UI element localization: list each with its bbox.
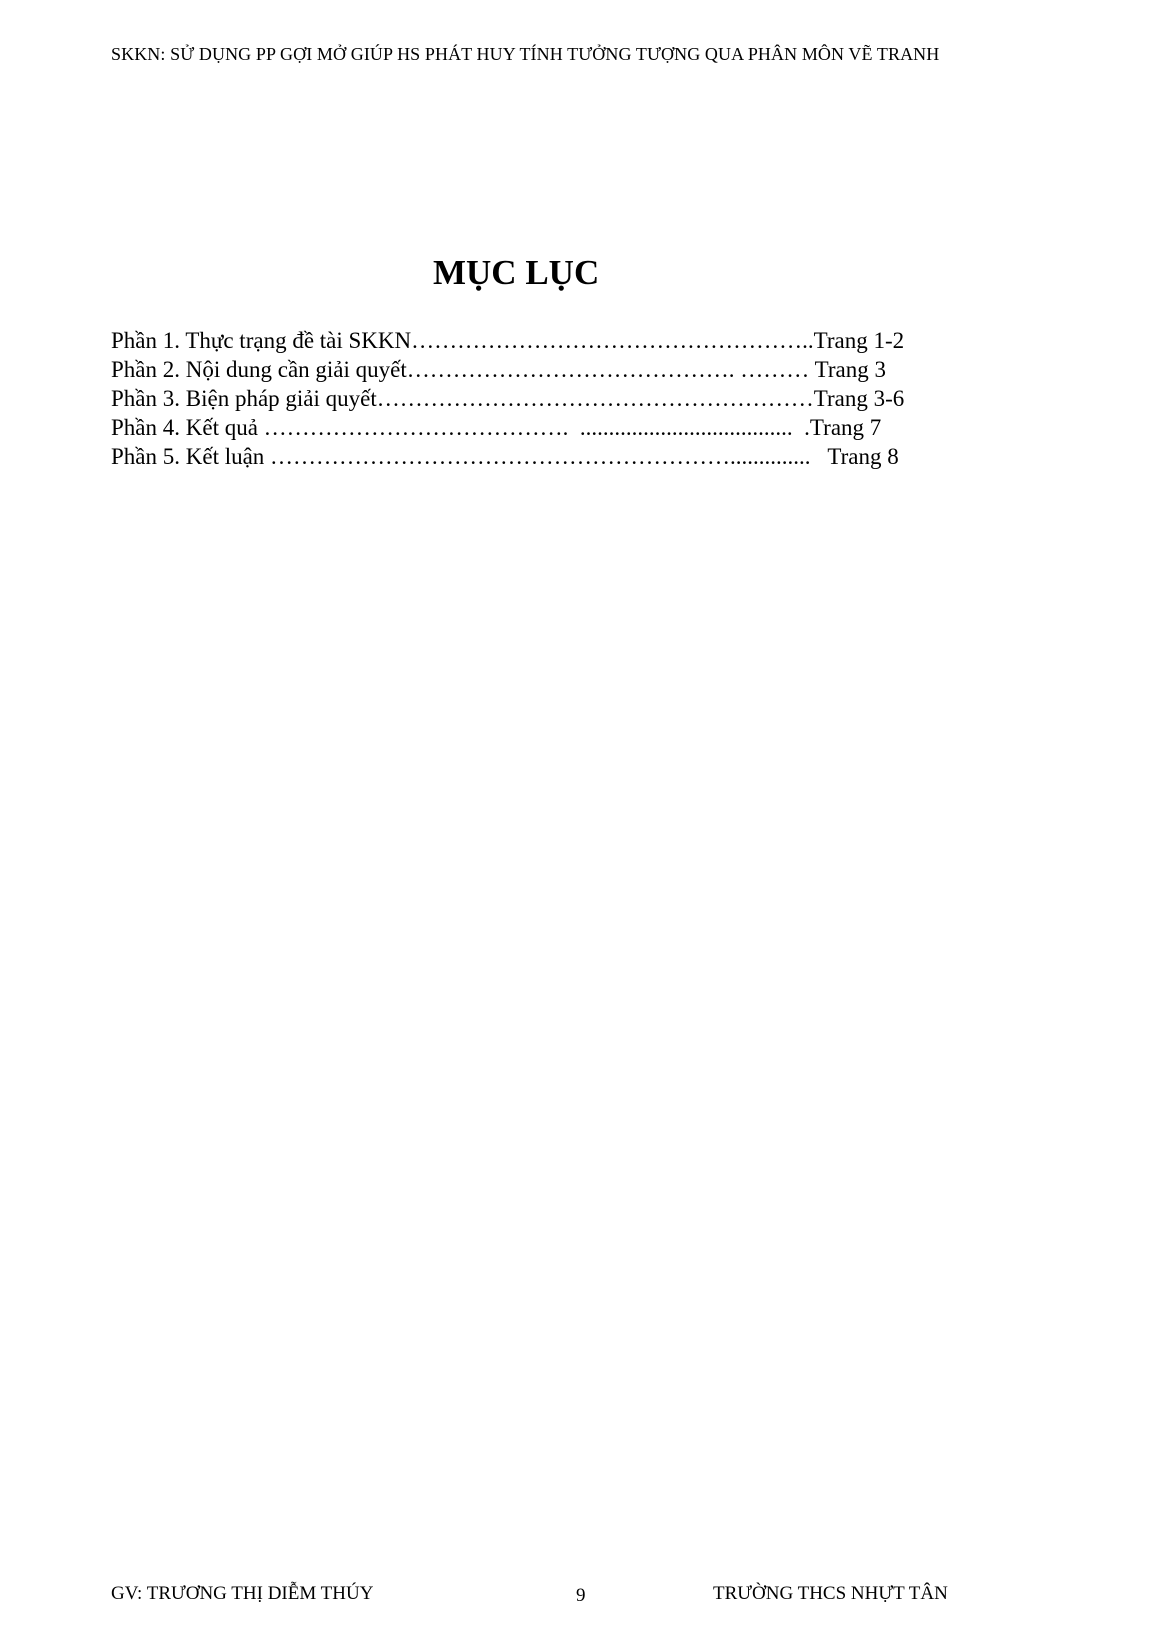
footer-school: TRƯỜNG THCS NHỰT TÂN (713, 1583, 948, 1604)
page-header: SKKN: SỬ DỤNG PP GỢI MỞ GIÚP HS PHÁT HUY TÍNH TƯỞNG TƯỢNG QUA PHÂN MÔN VẼ TRANH (111, 44, 940, 64)
footer-page-number: 9 (576, 1585, 586, 1606)
footer-author: GV: TRƯƠNG THỊ DIỄM THÚY (111, 1583, 374, 1604)
toc-entry-3: Phần 3. Biện pháp giải quyết…………………………………………………Trang 3-6 (111, 386, 905, 411)
document-title: MỤC LỤC (433, 253, 600, 292)
toc-entry-2: Phần 2. Nội dung cần giải quyết……………………………………. ……… Trang 3 (111, 357, 886, 382)
toc-entry-4: Phần 4. Kết quả …………………………………. ..................................... .Trang 7 (111, 415, 882, 440)
table-of-contents (111, 326, 904, 471)
toc-entry-1: Phần 1. Thực trạng đề tài SKKN……………………………………………..Trang 1-2 (111, 328, 905, 353)
toc-entry-5: Phần 5. Kết luận …………………………………………………….............. Trang 8 (111, 444, 899, 469)
